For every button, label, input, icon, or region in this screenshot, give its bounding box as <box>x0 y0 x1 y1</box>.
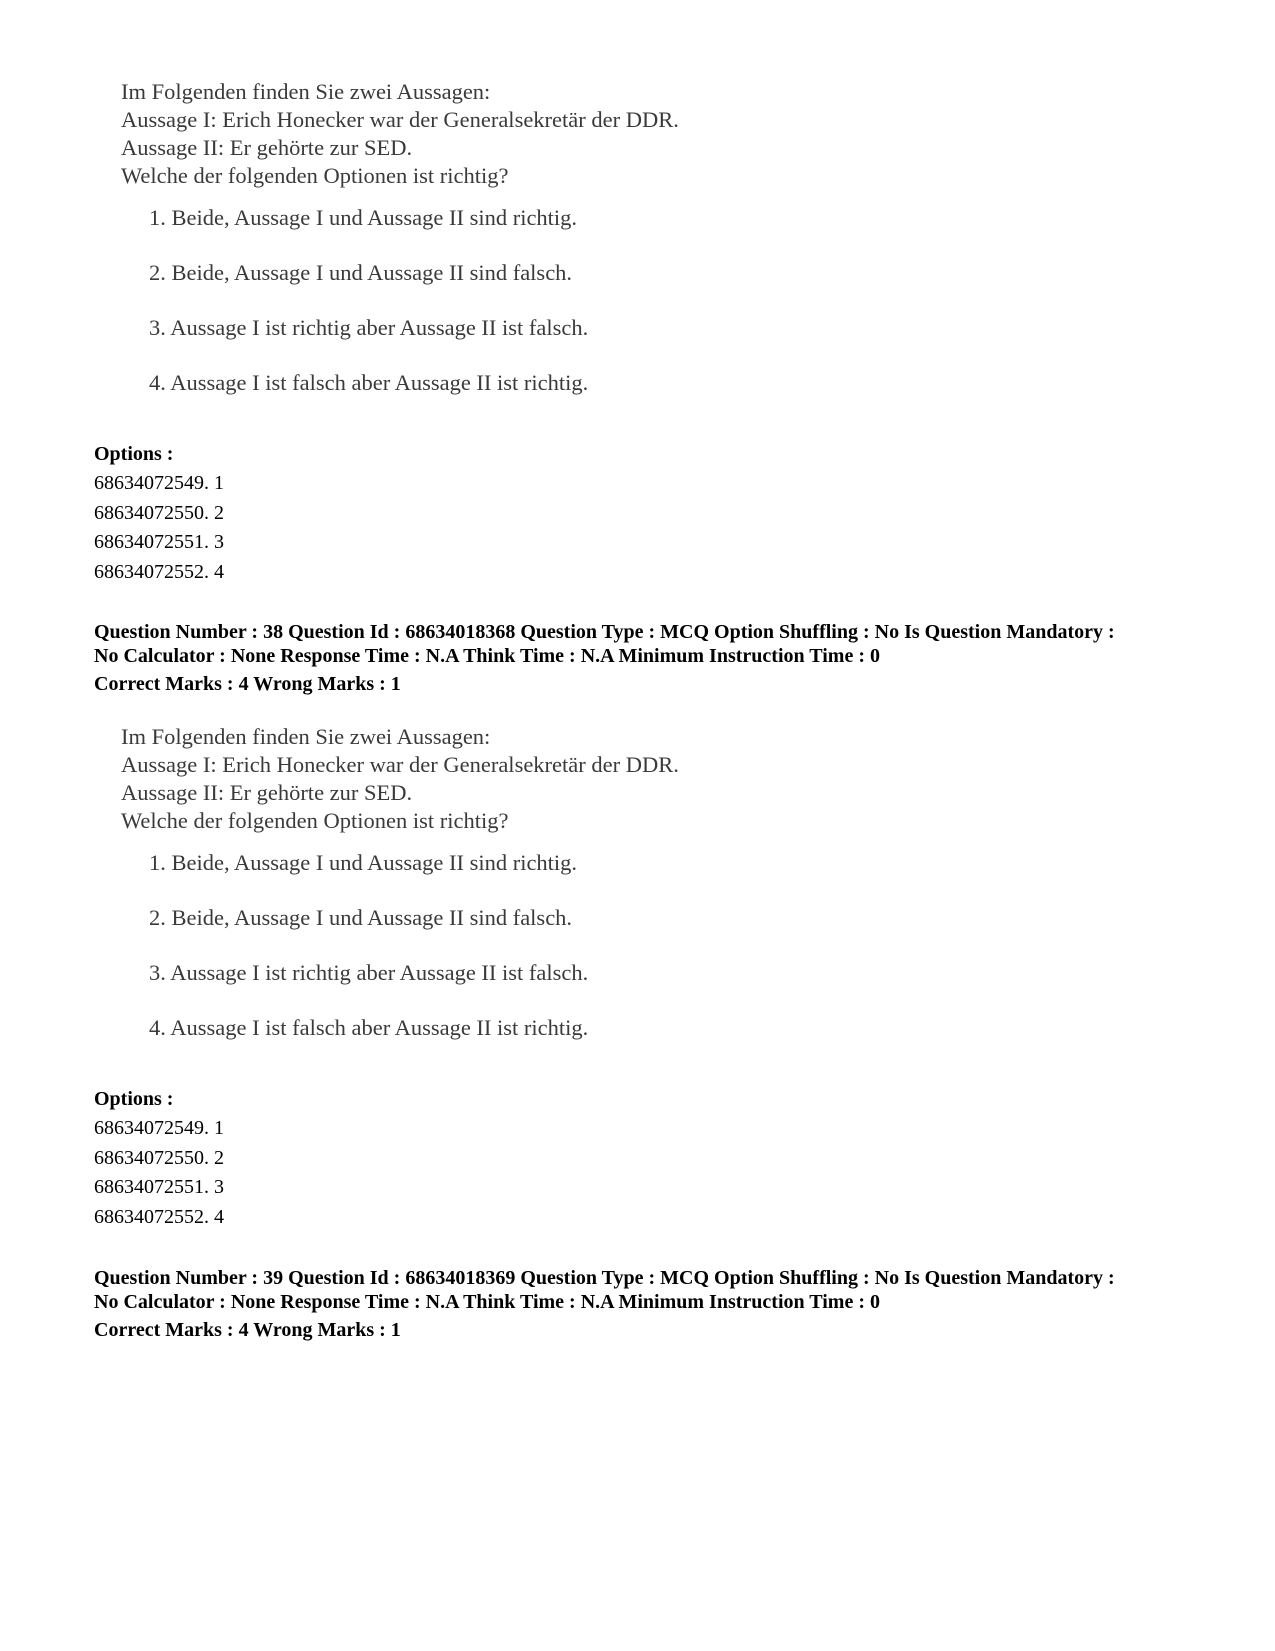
choice-item: 1. Beide, Aussage I und Aussage II sind richtig. <box>149 850 578 875</box>
question-prompt: Welche der folgenden Optionen ist richtig? <box>121 163 509 188</box>
statement-intro: Im Folgenden finden Sie zwei Aussagen: <box>121 79 491 104</box>
choice-item: 2. Beide, Aussage I und Aussage II sind falsch. <box>149 905 573 930</box>
option-item: 68634072550. 2 <box>94 1146 224 1169</box>
choice-item: 3. Aussage I ist richtig aber Aussage II ist falsch. <box>149 960 589 985</box>
statement-two: Aussage II: Er gehörte zur SED. <box>121 135 413 160</box>
question-image <box>121 723 679 1040</box>
statement-one: Aussage I: Erich Honecker war der Generalsekretär der DDR. <box>121 752 679 777</box>
option-item: 68634072549. 1 <box>94 472 224 494</box>
choice-item: 2. Beide, Aussage I und Aussage II sind falsch. <box>149 260 573 285</box>
option-item: 68634072550. 2 <box>94 501 224 524</box>
statement-one: Aussage I: Erich Honecker war der Generalsekretär der DDR. <box>121 107 679 132</box>
question-meta-line: No Calculator : None Response Time : N.A Think Time : N.A Minimum Instruction Time : 0 <box>94 645 880 667</box>
option-item: 68634072549. 1 <box>94 1117 224 1139</box>
question-header <box>94 1266 1214 1342</box>
option-item: 68634072551. 3 <box>94 1176 224 1198</box>
choice-item: 4. Aussage I ist falsch aber Aussage II ist richtig. <box>149 370 589 395</box>
options-list <box>94 1114 224 1232</box>
marks-line: Correct Marks : 4 Wrong Marks : 1 <box>94 1319 401 1341</box>
choice-list <box>149 849 588 1069</box>
question-image <box>121 78 679 395</box>
question-header <box>94 620 1214 696</box>
statement-two: Aussage II: Er gehörte zur SED. <box>121 780 413 805</box>
options-label: Options : <box>94 443 174 465</box>
question-meta-line: Question Number : 39 Question Id : 68634018369 Question Type : MCQ Option Shuffling : No Is Question Mandatory : <box>94 1267 1115 1289</box>
option-item: 68634072552. 4 <box>94 1205 224 1228</box>
choice-list <box>149 204 588 424</box>
options-label: Options : <box>94 1088 174 1110</box>
choice-item: 4. Aussage I ist falsch aber Aussage II ist richtig. <box>149 1015 589 1040</box>
question-meta-line: Question Number : 38 Question Id : 68634018368 Question Type : MCQ Option Shuffling : No Is Question Mandatory : <box>94 621 1115 643</box>
question-prompt: Welche der folgenden Optionen ist richtig? <box>121 808 509 833</box>
options-list <box>94 469 224 587</box>
option-item: 68634072552. 4 <box>94 560 224 583</box>
marks-line: Correct Marks : 4 Wrong Marks : 1 <box>94 673 401 695</box>
statement-intro: Im Folgenden finden Sie zwei Aussagen: <box>121 724 491 749</box>
option-item: 68634072551. 3 <box>94 531 224 553</box>
choice-item: 1. Beide, Aussage I und Aussage II sind richtig. <box>149 205 578 230</box>
choice-item: 3. Aussage I ist richtig aber Aussage II ist falsch. <box>149 315 589 340</box>
question-meta-line: No Calculator : None Response Time : N.A Think Time : N.A Minimum Instruction Time : 0 <box>94 1291 880 1313</box>
